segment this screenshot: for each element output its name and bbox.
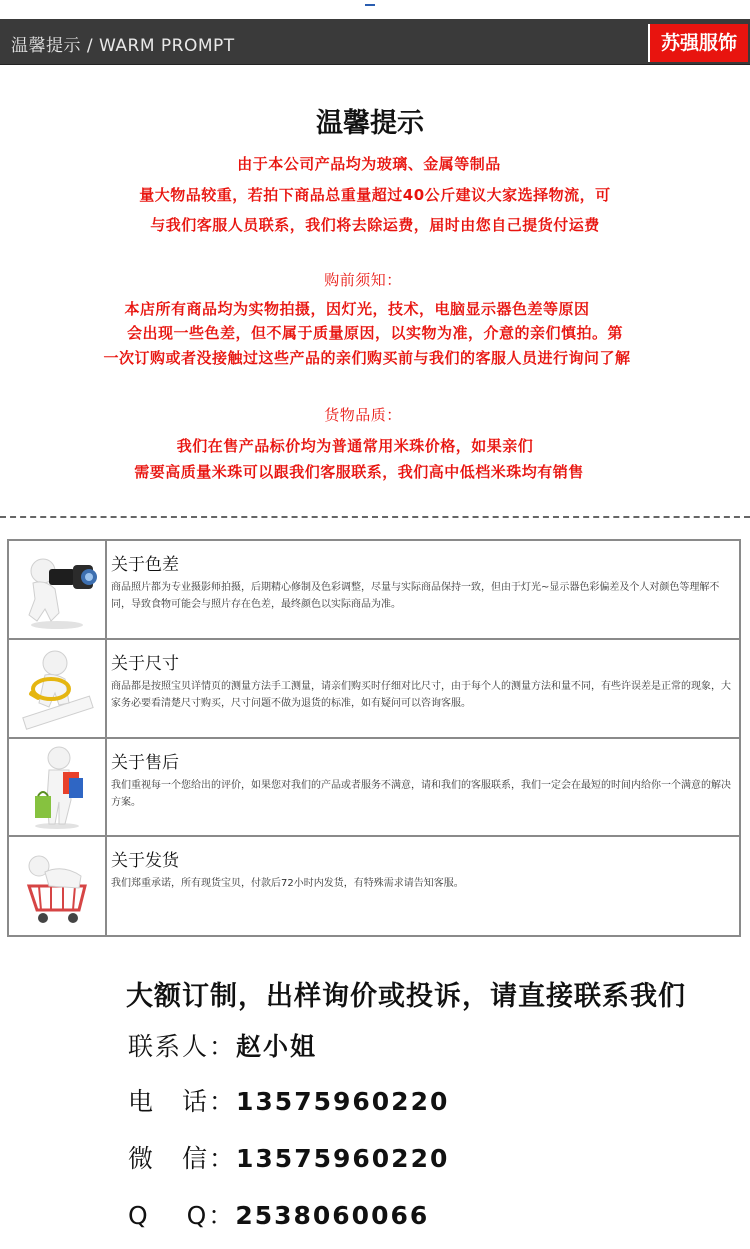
row-title: 关于尺寸 xyxy=(111,654,179,674)
contact-qq-label: Q Q： xyxy=(128,1201,236,1230)
notice-heading xyxy=(0,103,750,145)
contact-phone-value: 13575960220 xyxy=(236,1087,450,1116)
contact-phone xyxy=(128,1082,449,1118)
row-description: 商品照片都为专业摄影师拍摄，后期精心修制及色彩调整，尽量与实际商品保持一致，但由于灯光~显示器色彩偏差及个人对颜色等理解不同，导致食物可能会与照片存在色差，最终颜色以实际商品为准。 xyxy=(111,582,720,610)
notice-subheading: 购前须知： xyxy=(324,271,402,289)
row-title: 关于售后 xyxy=(111,753,179,773)
brand-badge: 苏强服饰 xyxy=(648,24,748,62)
top-accent-mark xyxy=(365,4,375,6)
info-row-shipping xyxy=(9,837,739,935)
contact-wechat-value: 13575960220 xyxy=(236,1144,450,1173)
shopping-bags-figure-icon xyxy=(9,739,107,835)
contact-wechat xyxy=(128,1139,449,1175)
notice-line: 由于本公司产品均为玻璃、金属等制品 xyxy=(237,155,501,173)
contact-qq xyxy=(128,1196,429,1232)
contact-qq-value: 2538060066 xyxy=(235,1201,430,1230)
contact-person-label: 联系人： xyxy=(128,1032,237,1061)
notice-title: 温馨提示 xyxy=(316,108,424,139)
row-title: 关于发货 xyxy=(111,851,179,871)
dashed-divider xyxy=(0,516,750,518)
notice-line: 会出现一些色差，但不属于质量原因，以实物为准，介意的亲们慎拍。第 xyxy=(126,324,623,342)
notice-line: 本店所有商品均为实物拍摄，因灯光，技术，电脑显示器色差等原因 xyxy=(124,300,590,318)
magnifier-ruler-figure-icon xyxy=(9,640,107,737)
info-row-size xyxy=(9,640,739,739)
notice-line: 量大物品较重，若拍下商品总重量超过40公斤建议大家选择物流，可 xyxy=(139,186,611,204)
header-title: 温馨提示 / WARM PROMPT xyxy=(11,36,235,56)
info-row-after-sales xyxy=(9,739,739,837)
row-description: 我们重视每一个您给出的评价，如果您对我们的产品或者服务不满意，请和我们的客服联系，我们一定会在最短的时间内给你一个满意的解决方案。 xyxy=(111,780,731,808)
row-description: 商品都是按照宝贝详情页的测量方法手工测量，请亲们购买时仔细对比尺寸，由于每个人的测量方法和量不同，有些许误差是正常的现象，大家务必要看清楚尺寸购买，尺寸问题不做为退货的标准，如有疑问可以咨询客服。 xyxy=(111,681,731,709)
notice-line: 我们在售产品标价均为普通常用米珠价格，如果亲们 xyxy=(176,437,534,455)
contact-wechat-label: 微 信： xyxy=(128,1144,237,1173)
notice-line: 一次订购或者没接触过这些产品的亲们购买前与我们的客服人员进行询问了解 xyxy=(103,349,631,367)
contact-person xyxy=(128,1027,317,1063)
info-row-color-difference xyxy=(9,541,739,640)
info-table xyxy=(7,539,741,937)
row-description: 我们郑重承诺，所有现货宝贝，付款后72小时内发货，有特殊需求请告知客服。 xyxy=(111,878,464,889)
shopping-cart-figure-icon xyxy=(9,837,107,935)
camera-figure-icon xyxy=(9,541,107,638)
contact-phone-label: 电 话： xyxy=(128,1087,237,1116)
notice-subheading: 货物品质： xyxy=(324,406,402,424)
notice-line: 与我们客服人员联系，我们将去除运费，届时由您自己提货付运费 xyxy=(150,216,600,234)
contact-person-value: 赵小姐 xyxy=(236,1032,318,1061)
contact-headline: 大额订制，出样询价或投诉，请直接联系我们 xyxy=(126,981,686,1012)
header-bar xyxy=(0,19,750,65)
notice-line: 需要高质量米珠可以跟我们客服联系，我们高中低档米珠均有销售 xyxy=(134,463,584,481)
row-title: 关于色差 xyxy=(111,555,179,575)
